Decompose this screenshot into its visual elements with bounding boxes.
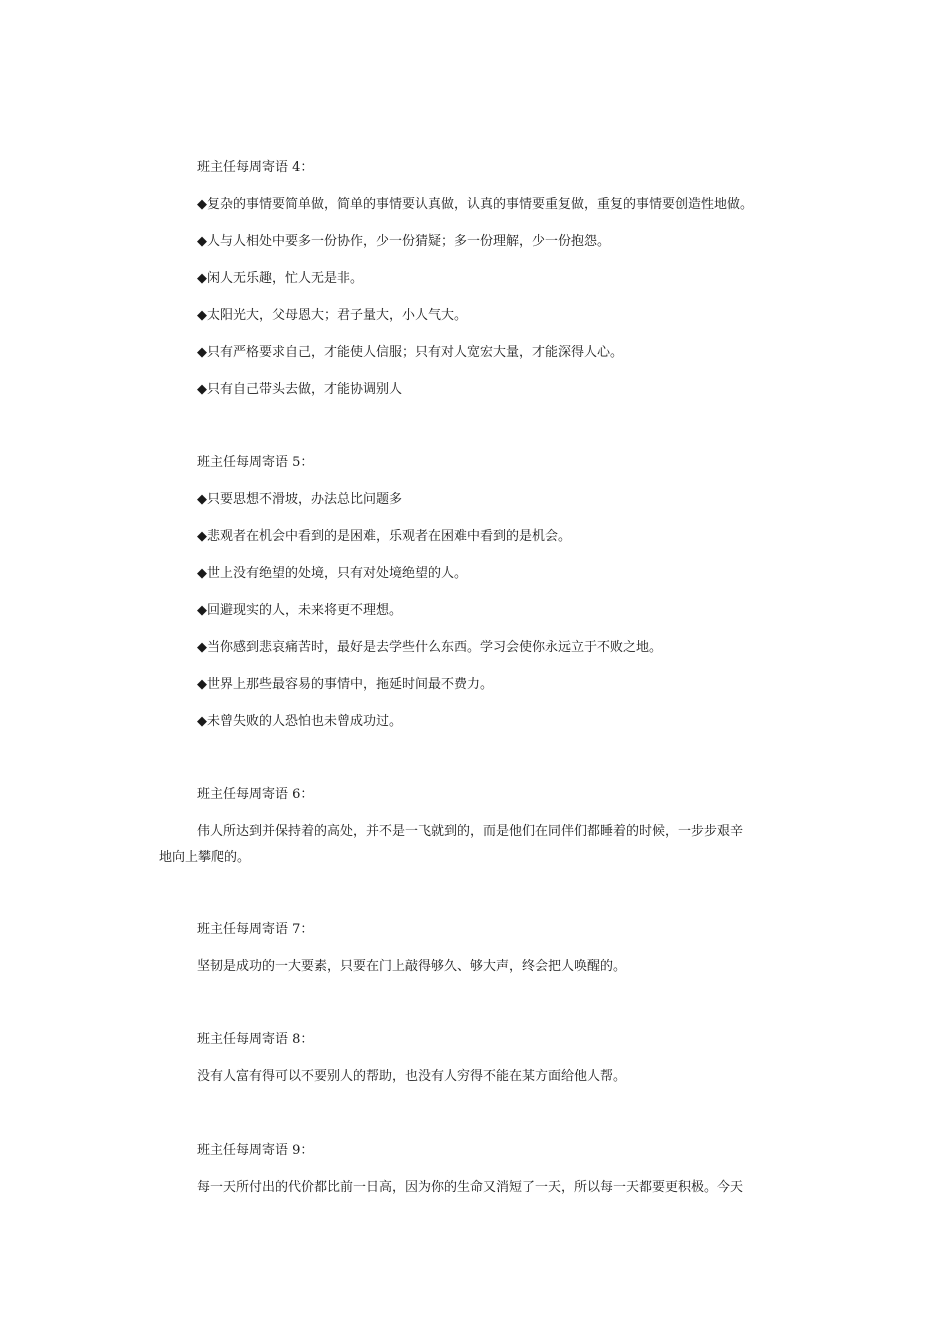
list-item: ◆回避现实的人，未来将更不理想。 [197,603,402,618]
section-heading-4: 班主任每周寄语 4： [197,160,314,175]
section-heading-9: 班主任每周寄语 9： [197,1143,314,1158]
section-heading-6: 班主任每周寄语 6： [197,787,314,802]
section-heading-5: 班主任每周寄语 5： [197,455,314,470]
list-item: ◆悲观者在机会中看到的是困难，乐观者在困难中看到的是机会。 [197,529,571,544]
paragraph-line: 没有人富有得可以不要别人的帮助，也没有人穷得不能在某方面给他人帮。 [197,1069,627,1084]
section-heading-8: 班主任每周寄语 8： [197,1032,314,1047]
paragraph-line: 地向上攀爬的。 [159,850,251,865]
list-item: ◆世上没有绝望的处境，只有对处境绝望的人。 [197,566,467,581]
paragraph-line: 每一天所付出的代价都比前一日高，因为你的生命又消短了一天，所以每一天都要更积极。今天 [197,1180,744,1195]
list-item: ◆只有严格要求自己，才能使人信服；只有对人宽宏大量，才能深得人心。 [197,345,623,360]
list-item: ◆人与人相处中要多一份协作，少一份猜疑；多一份理解，少一份抱怨。 [197,234,610,249]
list-item: ◆未曾失败的人恐怕也未曾成功过。 [197,714,402,729]
list-item: ◆世界上那些最容易的事情中，拖延时间最不费力。 [197,677,493,692]
list-item: ◆当你感到悲哀痛苦时，最好是去学些什么东西。学习会使你永远立于不败之地。 [197,640,662,655]
list-item: ◆复杂的事情要简单做，简单的事情要认真做，认真的事情要重复做，重复的事情要创造性地做。 [197,197,753,212]
section-heading-7: 班主任每周寄语 7： [197,922,314,937]
list-item: ◆只有自己带头去做，才能协调别人 [197,382,402,397]
paragraph-line: 坚韧是成功的一大要素，只要在门上敲得够久、够大声，终会把人唤醒的。 [197,959,627,974]
list-item: ◆只要思想不滑坡，办法总比问题多 [197,492,402,507]
paragraph-line: 伟人所达到并保持着的高处，并不是一飞就到的，而是他们在同伴们都睡着的时候，一步步艰辛 [197,824,744,839]
list-item: ◆闲人无乐趣，忙人无是非。 [197,271,363,286]
list-item: ◆太阳光大，父母恩大；君子量大，小人气大。 [197,308,467,323]
